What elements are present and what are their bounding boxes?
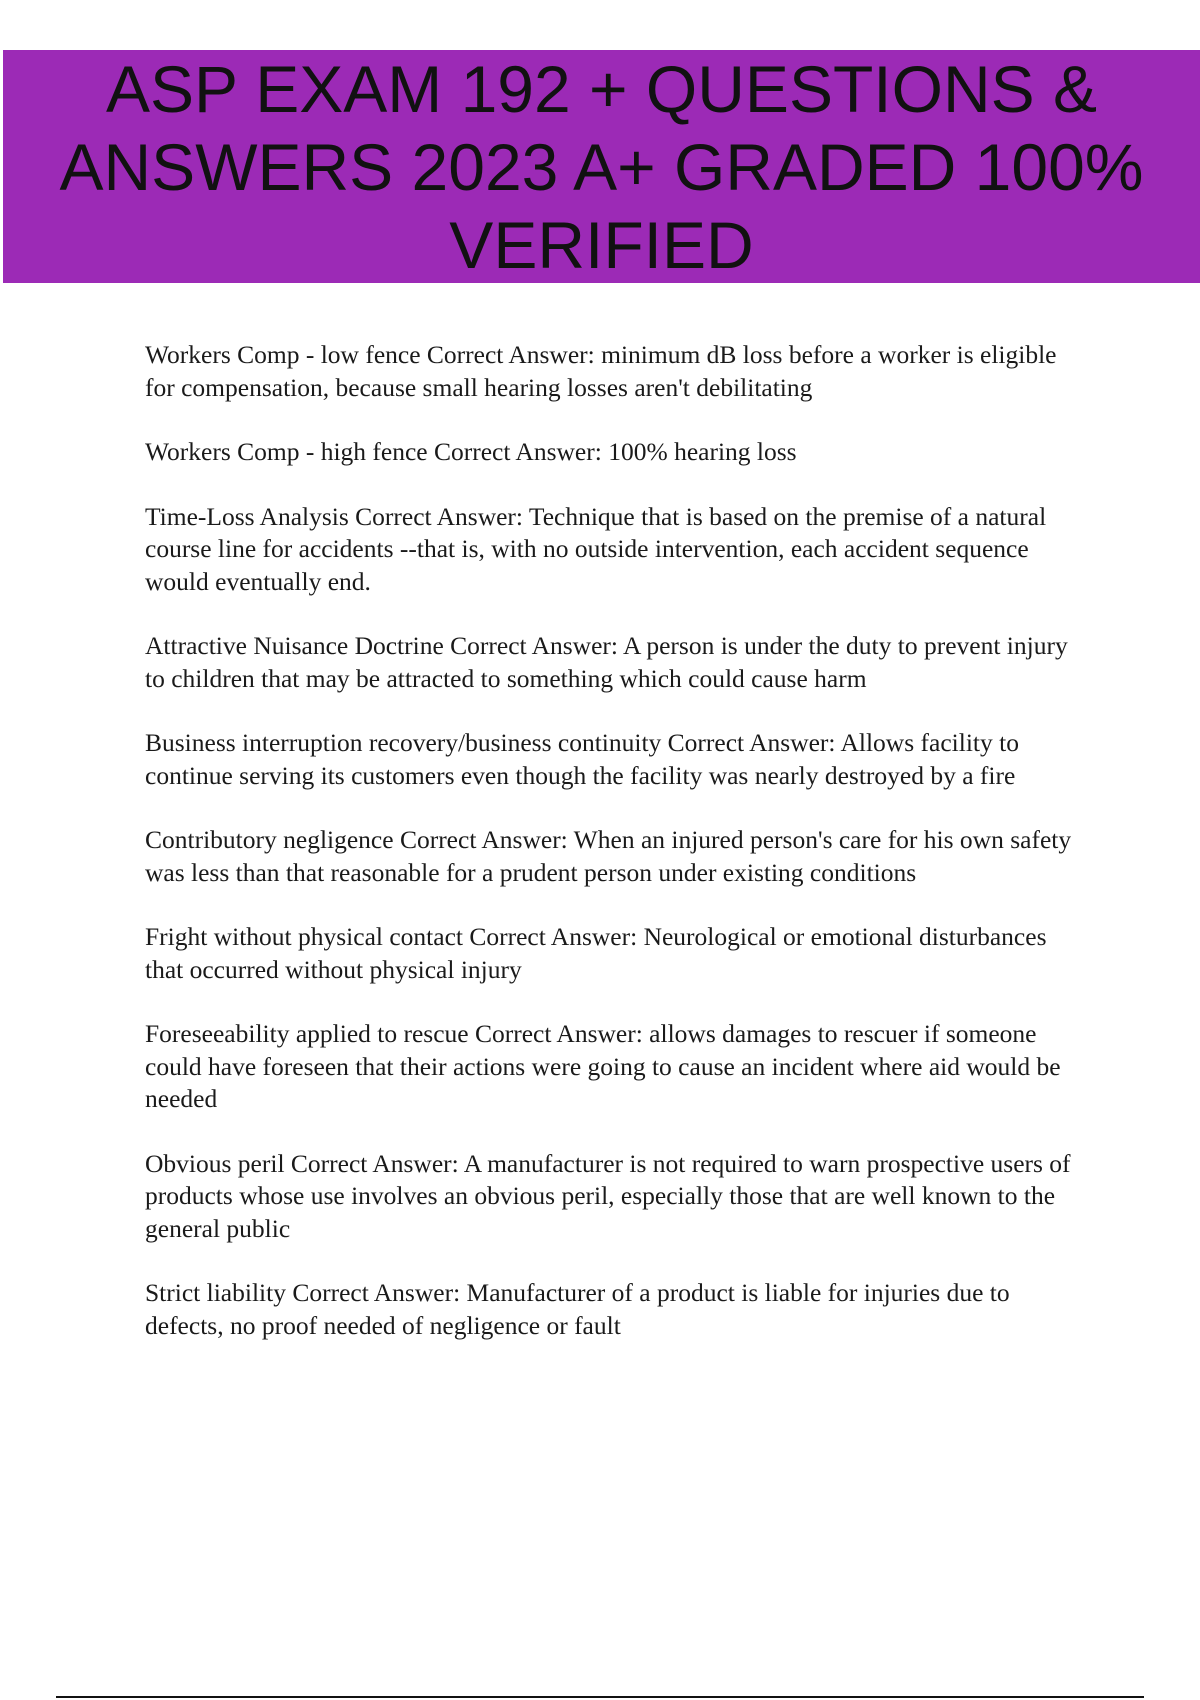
qa-item: Attractive Nuisance Doctrine Correct Answer: A person is under the duty to prevent injury to children that may be attracted to something which could cause harm: [145, 631, 1068, 693]
footer-divider: [56, 1696, 1144, 1698]
qa-item: Workers Comp - high fence Correct Answer: 100% hearing loss: [145, 437, 797, 466]
qa-list: [145, 339, 1085, 1374]
title-banner: [3, 50, 1200, 283]
qa-item: Fright without physical contact Correct Answer: Neurological or emotional disturbances that occurred without physical injury: [145, 922, 1047, 984]
qa-item: Foreseeability applied to rescue Correct Answer: allows damages to rescuer if someone could have foreseen that their actions were going to cause an incident where aid would be needed: [145, 1019, 1061, 1113]
qa-item: Obvious peril Correct Answer: A manufacturer is not required to warn prospective users of products whose use involves an obvious peril, especially those that are well known to the general public: [145, 1148, 1071, 1243]
title-line: ANSWERS 2023 A+ GRADED 100%: [59, 129, 1144, 204]
qa-item: Business interruption recovery/business continuity Correct Answer: Allows facility to continue serving its customers even though the facility was nearly destroyed by a fire: [145, 728, 1019, 790]
title-line: VERIFIED: [449, 207, 754, 282]
title-line: ASP EXAM 192 + QUESTIONS &: [106, 51, 1097, 126]
qa-item: Contributory negligence Correct Answer: When an injured person's care for his own safety was less than that reasonable for a prudent person under existing conditions: [145, 825, 1072, 887]
qa-item: Strict liability Correct Answer: Manufacturer of a product is liable for injuries due to defects, no proof needed of negligence or fault: [145, 1278, 1010, 1340]
qa-item: Workers Comp - low fence Correct Answer: minimum dB loss before a worker is eligible for compensation, because small hearing losses aren't debilitating: [145, 340, 1057, 402]
qa-item: Time-Loss Analysis Correct Answer: Technique that is based on the premise of a natural course line for accidents --that is, with no outside intervention, each accident sequence would eventually end.: [145, 501, 1047, 596]
